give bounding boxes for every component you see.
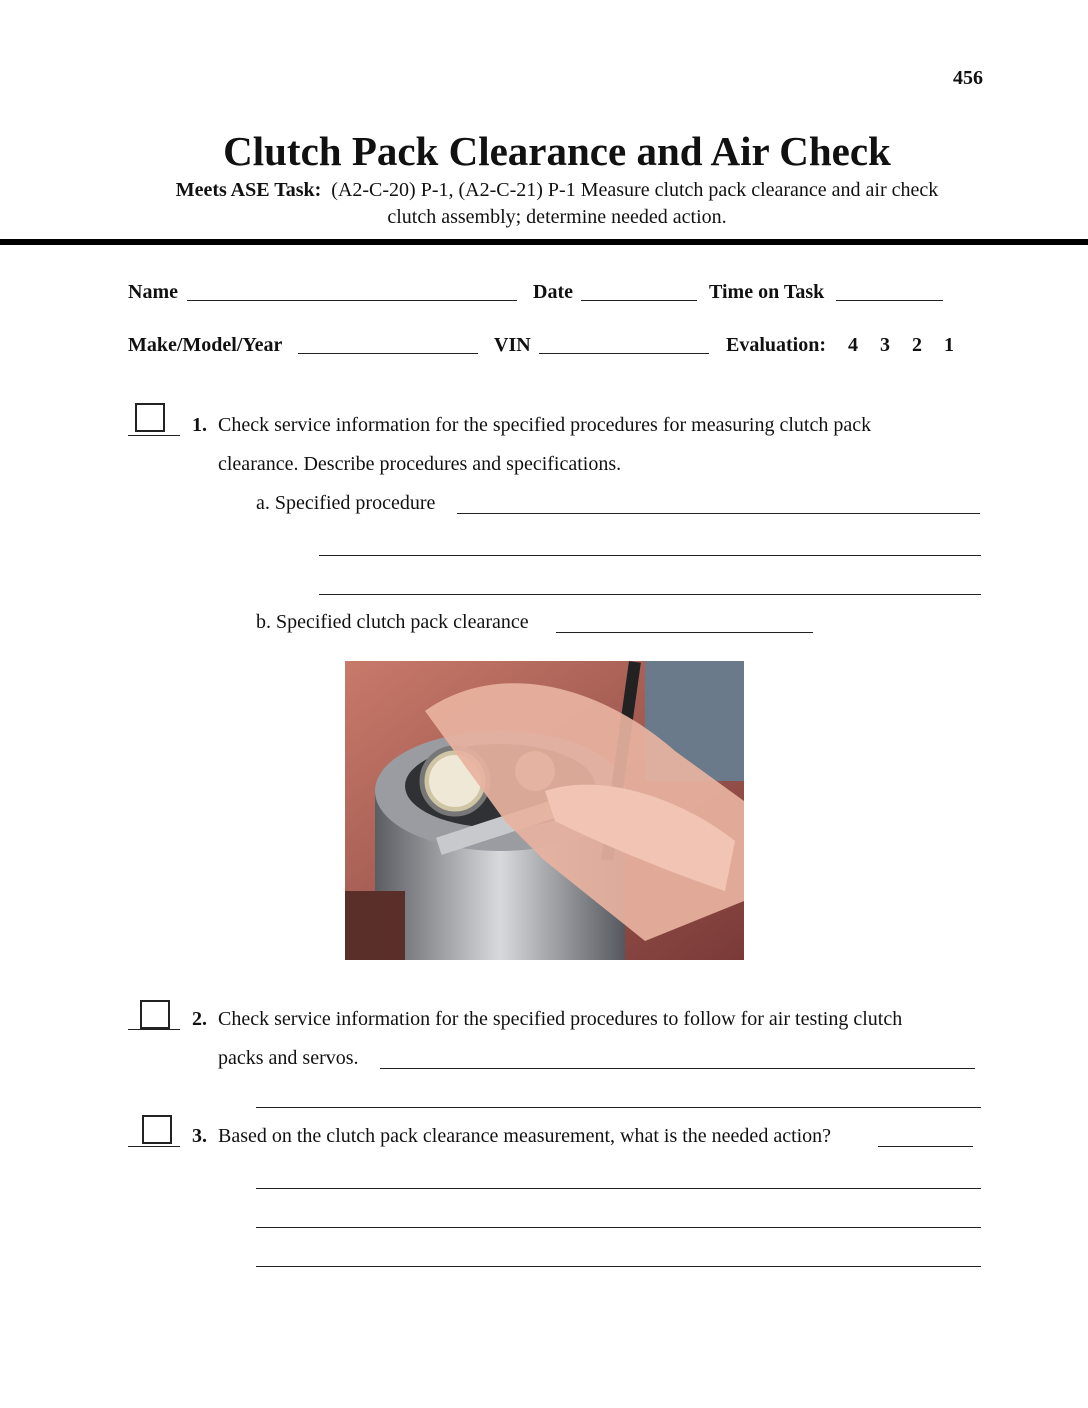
evaluation-score-1[interactable]: 1 — [944, 334, 954, 356]
page-title: Clutch Pack Clearance and Air Check — [223, 128, 891, 174]
dial-indicator-photo — [345, 661, 744, 960]
name-field[interactable] — [187, 300, 517, 301]
ase-task-text: (A2-C-20) P-1, (A2-C-21) P-1 Measure clutch pack clearance and air check — [331, 179, 939, 201]
date-field[interactable] — [581, 300, 697, 301]
needed-action-field[interactable] — [878, 1146, 973, 1147]
make-model-year-field[interactable] — [298, 353, 478, 354]
air-test-procedure-line-2[interactable] — [256, 1107, 981, 1108]
vin-label: VIN — [494, 334, 531, 356]
evaluation-score-3[interactable]: 3 — [880, 334, 890, 356]
evaluation-label: Evaluation: — [726, 334, 827, 356]
time-on-task-field[interactable] — [836, 300, 943, 301]
page-number: 456 — [953, 67, 983, 89]
evaluation-score-4[interactable]: 4 — [848, 334, 858, 356]
subtitle-line-2: clutch assembly; determine needed action. — [387, 206, 727, 228]
time-on-task-label: Time on Task — [709, 281, 825, 303]
specified-procedure-field[interactable] — [457, 513, 980, 514]
item-3-text: Based on the clutch pack clearance measurement, what is the needed action? — [218, 1125, 832, 1147]
item-2-check-line — [128, 1029, 180, 1030]
item-1-check-line — [128, 435, 180, 436]
item-1-checkbox[interactable] — [135, 403, 165, 432]
item-3-number: 3. — [192, 1125, 207, 1147]
evaluation-score-2[interactable]: 2 — [912, 334, 922, 356]
item-3-checkbox[interactable] — [142, 1115, 172, 1144]
clutch-clearance-field[interactable] — [556, 632, 813, 633]
item-3-check-line — [128, 1146, 180, 1147]
name-label: Name — [128, 281, 178, 303]
make-model-year-label: Make/Model/Year — [128, 334, 283, 356]
item-2-number: 2. — [192, 1008, 207, 1030]
clutch-clearance-label: b. Specified clutch pack clearance — [256, 611, 529, 633]
item-2-text-2: packs and servos. — [218, 1047, 359, 1069]
needed-action-line-3[interactable] — [256, 1227, 981, 1228]
item-2-checkbox[interactable] — [140, 1000, 170, 1029]
header-divider — [0, 239, 1088, 245]
specified-procedure-label: a. Specified procedure — [256, 492, 436, 514]
needed-action-line-4[interactable] — [256, 1266, 981, 1267]
date-label: Date — [533, 281, 573, 303]
specified-procedure-line-3[interactable] — [319, 594, 981, 595]
vin-field[interactable] — [539, 353, 709, 354]
item-1-text: Check service information for the specified procedures for measuring clutch pack — [218, 414, 872, 436]
needed-action-line-2[interactable] — [256, 1188, 981, 1189]
item-1-text-2: clearance. Describe procedures and specifications. — [218, 453, 622, 475]
ase-task-label: Meets ASE Task: — [175, 179, 322, 201]
dial-indicator-photo-icon — [345, 661, 744, 960]
specified-procedure-line-2[interactable] — [319, 555, 981, 556]
item-1-number: 1. — [192, 414, 207, 436]
item-2-text: Check service information for the specified procedures to follow for air testing clutch — [218, 1008, 903, 1030]
subtitle-line-1 — [0, 178, 1088, 202]
air-test-procedure-field[interactable] — [380, 1068, 975, 1069]
